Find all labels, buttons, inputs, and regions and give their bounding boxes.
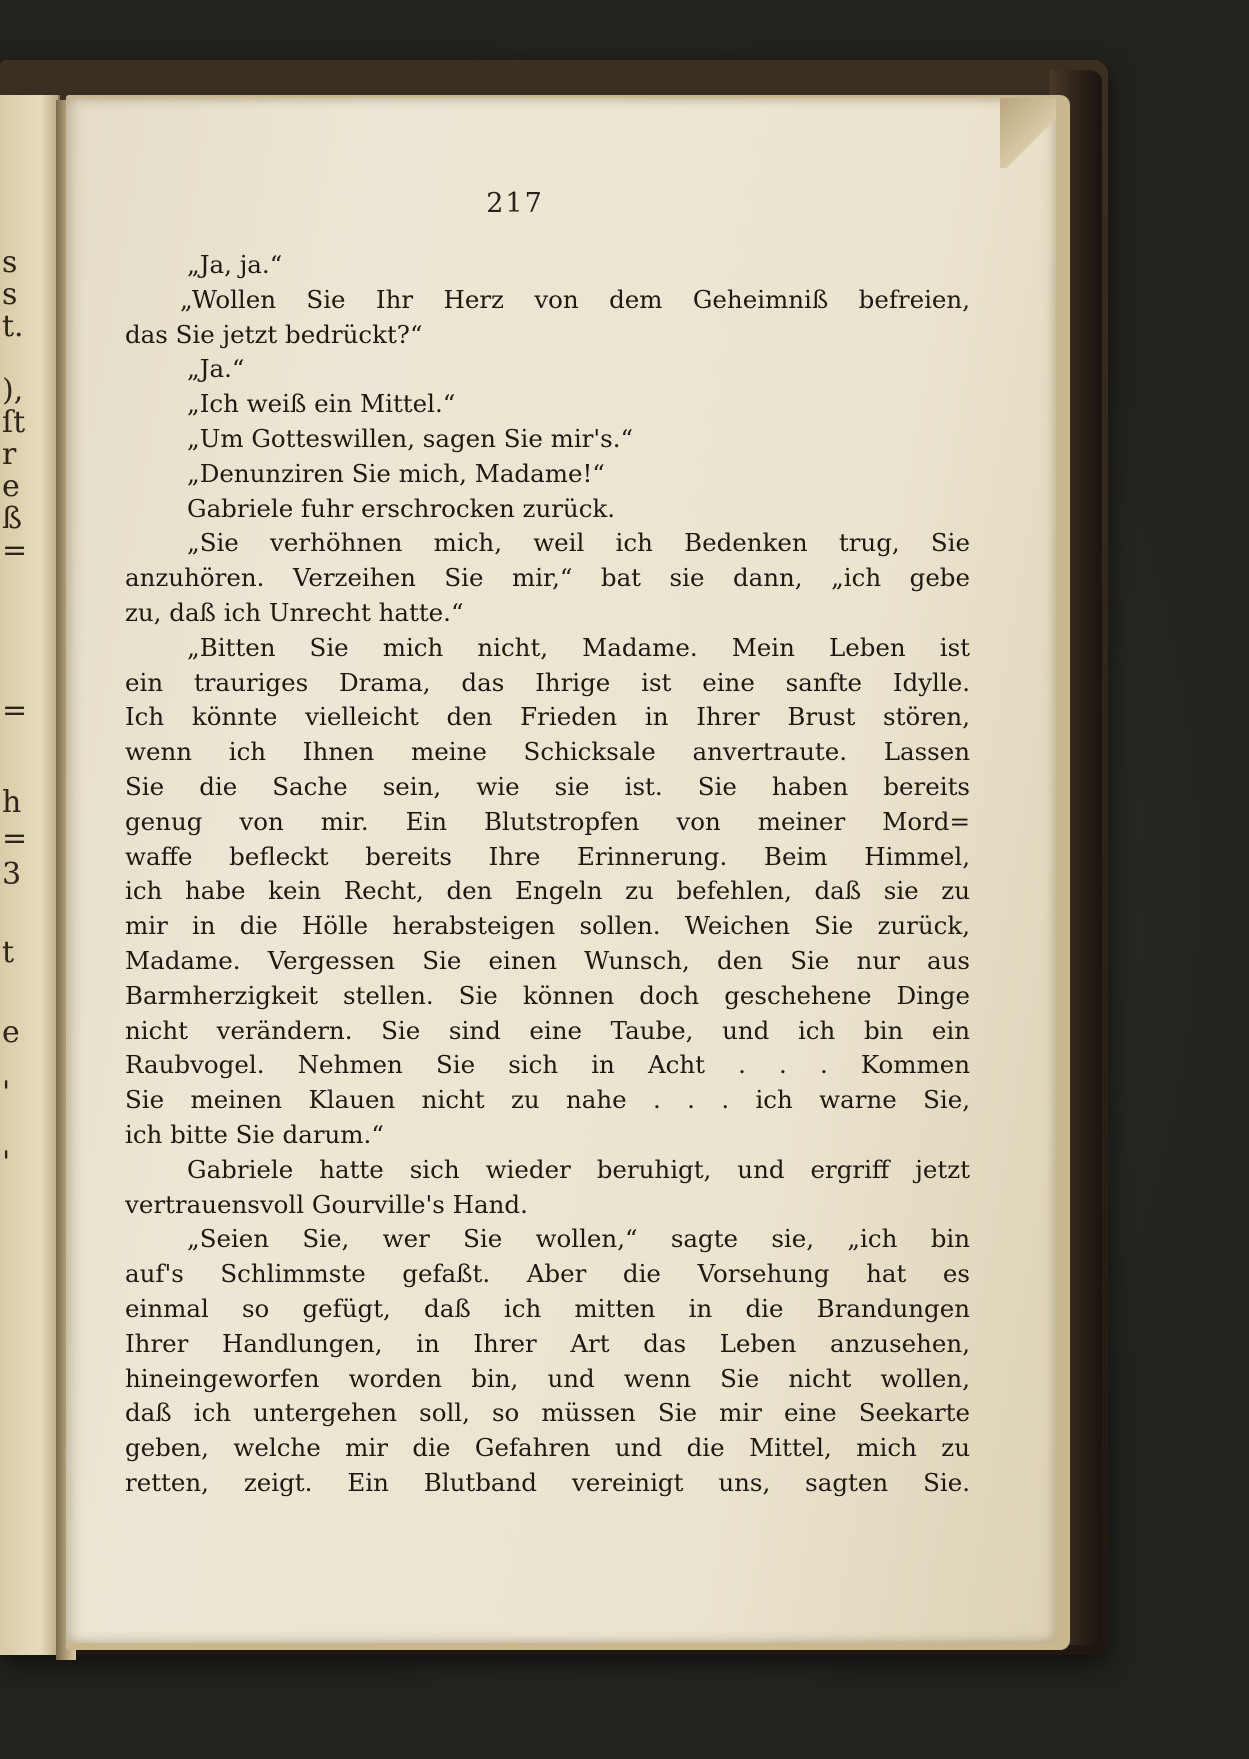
- text-line: auf's Schlimmste gefaßt. Aber die Vorsehung hat es: [125, 1259, 970, 1289]
- text-line: waffe befleckt bereits Ihre Erinnerung. Beim Himmel,: [125, 841, 970, 871]
- text-line: mir in die Hölle herabsteigen sollen. Weichen Sie zurück,: [125, 911, 970, 941]
- text-line: ich habe kein Recht, den Engeln zu befehlen, daß sie zu: [125, 876, 970, 906]
- text-line: „Ja, ja.“: [187, 250, 283, 279]
- left-page-fragment: e: [2, 469, 20, 504]
- left-page-fragment: 3: [2, 857, 22, 892]
- left-page-fragment: ': [2, 1145, 11, 1180]
- text-line: ich bitte Sie darum.“: [125, 1119, 384, 1149]
- body-text: [125, 248, 970, 1501]
- text-line: Barmherzigkeit stellen. Sie können doch geschehene Dinge: [125, 980, 970, 1010]
- text-line: geben, welche mir die Gefahren und die Mittel, mich zu: [125, 1433, 970, 1463]
- text-line: das Sie jetzt bedrückt?“: [125, 319, 423, 349]
- text-line: einmal so gefügt, daß ich mitten in die Brandungen: [125, 1293, 970, 1323]
- left-page-fragment: h: [2, 785, 22, 820]
- text-line: Ich könnte vielleicht den Frieden in Ihrer Brust stören,: [125, 702, 970, 732]
- left-page-fragment: =: [2, 821, 28, 856]
- text-line: „Um Gotteswillen, sagen Sie mir's.“: [187, 423, 634, 453]
- text-line: hineingeworfen worden bin, und wenn Sie nicht wollen,: [125, 1363, 970, 1393]
- left-page-fragment: ß: [2, 501, 23, 536]
- text-line: Raubvogel. Nehmen Sie sich in Acht . . . Kommen: [125, 1050, 970, 1080]
- left-page-fragment: t: [2, 935, 15, 970]
- text-line: Sie die Sache sein, wie sie ist. Sie haben bereits: [125, 771, 970, 801]
- text-line: „Ja.“: [187, 354, 245, 384]
- text-line: retten, zeigt. Ein Blutband vereinigt uns, sagten Sie.: [125, 1467, 970, 1497]
- left-page-fragment: ),: [2, 373, 24, 408]
- text-line: Madame. Vergessen Sie einen Wunsch, den Sie nur aus: [125, 945, 970, 975]
- text-line: anzuhören. Verzeihen Sie mir,“ bat sie dann, „ich gebe: [125, 563, 970, 593]
- text-line: Gabriele fuhr erschrocken zurück.: [187, 493, 616, 523]
- left-page-fragment: ſt: [2, 405, 26, 440]
- left-page-edge: [0, 95, 60, 1655]
- text-line: genug von mir. Ein Blutstropfen von meiner Mord=: [125, 806, 970, 836]
- text-line: nicht verändern. Sie sind eine Taube, und ich bin ein: [125, 1015, 970, 1045]
- text-line: „Bitten Sie mich nicht, Madame. Mein Leben ist: [187, 632, 970, 662]
- left-page-fragment: s: [2, 277, 18, 312]
- text-line: „Denunziren Sie mich, Madame!“: [187, 458, 605, 488]
- worn-page-corner: [1000, 98, 1056, 168]
- left-page-fragment: ': [2, 1075, 11, 1110]
- text-line: Ihrer Handlungen, in Ihrer Art das Leben anzusehen,: [125, 1328, 970, 1358]
- left-page-fragment: =: [2, 693, 28, 728]
- text-line: vertrauensvoll Gourville's Hand.: [125, 1189, 528, 1219]
- text-line: Sie meinen Klauen nicht zu nahe . . . ich warne Sie,: [125, 1085, 970, 1115]
- text-line: „Sie verhöhnen mich, weil ich Bedenken trug, Sie: [187, 528, 970, 558]
- text-line: „Seien Sie, wer Sie wollen,“ sagte sie, „ich bin: [187, 1224, 970, 1254]
- text-line: wenn ich Ihnen meine Schicksale anvertraute. Lassen: [125, 737, 970, 767]
- left-page-fragment: =: [2, 533, 28, 568]
- page-number: 217: [486, 188, 544, 219]
- left-page-fragment: t.: [2, 309, 24, 344]
- text-line: Gabriele hatte sich wieder beruhigt, und ergriff jetzt: [187, 1154, 970, 1184]
- left-page-fragment: r: [2, 437, 17, 472]
- left-page-fragment: s: [2, 245, 18, 280]
- text-line: „Wollen Sie Ihr Herz von dem Geheimniß befreien,: [180, 284, 970, 314]
- text-line: ein trauriges Drama, das Ihrige ist eine sanfte Idylle.: [125, 667, 970, 697]
- text-line: zu, daß ich Unrecht hatte.“: [125, 597, 464, 627]
- text-line: „Ich weiß ein Mittel.“: [187, 389, 456, 419]
- left-page-fragment: e: [2, 1015, 20, 1050]
- text-line: daß ich untergehen soll, so müssen Sie mir eine Seekarte: [125, 1398, 970, 1428]
